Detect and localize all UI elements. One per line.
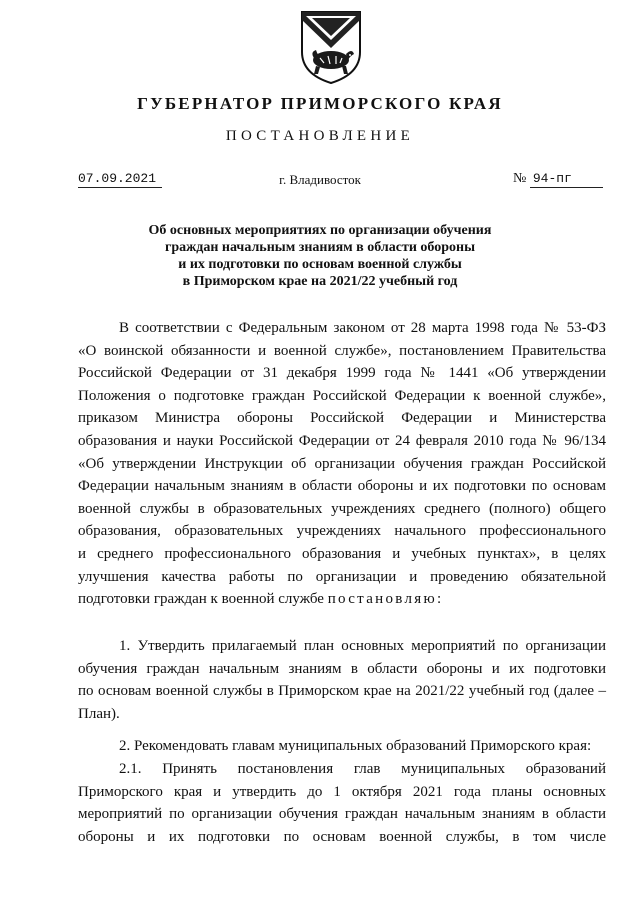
- text-line: образования и науки Российской Федерации от 24 февраля 2010 года № 96/134: [78, 432, 606, 449]
- document-type: ПОСТАНОВЛЕНИЕ: [225, 128, 415, 144]
- text-line: мероприятий по организации обучения граждан начальным знаниям в области: [78, 806, 606, 823]
- authority-title: ГУБЕРНАТОР ПРИМОРСКОГО КРАЯ: [137, 94, 503, 113]
- subject-line: граждан начальным знаниям в области обороны: [164, 240, 476, 255]
- decree-word: постановляю: [327, 591, 437, 608]
- number-value: 94-пг: [530, 171, 603, 188]
- text-line: Федерации начальным знаниям в области обороны и их подготовки по основам: [78, 478, 606, 495]
- text-line: 2.1. Принять постановления глав муниципальных образований: [119, 761, 606, 777]
- item-1-paragraph: [78, 635, 606, 725]
- text-line: План).: [78, 705, 120, 722]
- text-line: «Об утверждении Инструкции об организации обучения граждан Российской: [78, 455, 606, 472]
- document-city: г. Владивосток: [279, 172, 361, 187]
- decree-lead: подготовки граждан к военной службе: [78, 591, 328, 608]
- text-line: по основам военной службы в Приморском крае на 2021/22 учебный год (далее –: [78, 683, 606, 700]
- text-line: приказом Министра обороны Российской Федерации и Министерства: [78, 410, 606, 427]
- document-subject: [80, 222, 560, 290]
- text-line: обучения граждан начальным знаниям в области обороны и их подготовки: [78, 660, 606, 677]
- text-line: обороны и их подготовки по основам военной службы, в том числе: [78, 828, 606, 845]
- preamble-paragraph: [78, 317, 606, 611]
- text-line: Приморского края и утвердить до 1 октября 2021 года планы основных: [78, 783, 606, 800]
- text-line: улучшения качества работы по организации и проведению обязательной: [78, 568, 606, 585]
- item-2-paragraph: [78, 735, 606, 758]
- primorsky-krai-coat-of-arms-icon: [298, 8, 364, 86]
- text-line: [78, 588, 606, 611]
- text-line: Положения о подготовке граждан Российской Федерации к военной службе»,: [78, 387, 606, 404]
- subject-line: в Приморском крае на 2021/22 учебный год: [182, 274, 458, 289]
- text-line: и среднего профессионального образования и учебных пунктах», в целях: [78, 545, 606, 562]
- text-line: В соответствии с Федеральным законом от 28 марта 1998 года № 53-ФЗ: [119, 320, 606, 336]
- text-line: образования, образовательных учреждениях начального профессионального: [78, 523, 606, 540]
- subject-line: Об основных мероприятиях по организации обучения: [148, 223, 492, 238]
- text-line: «О воинской обязанности и военной службе», постановлением Правительства: [78, 342, 606, 359]
- subject-line: и их подготовки по основам военной службы: [178, 257, 462, 272]
- number-sign: №: [513, 171, 527, 186]
- decree-colon: :: [436, 591, 442, 608]
- text-line: 2. Рекомендовать главам муниципальных образований Приморского края:: [119, 738, 592, 754]
- text-line: Российской Федерации от 31 декабря 1999 года № 1441 «Об утверждении: [78, 365, 606, 382]
- item-2-1-paragraph: [78, 758, 606, 848]
- document-date: 07.09.2021: [78, 171, 162, 188]
- text-line: военной службы в образовательных учреждениях среднего (полного) общего: [78, 500, 606, 517]
- document-number: [513, 171, 605, 188]
- text-line: 1. Утвердить прилагаемый план основных мероприятий по организации: [119, 638, 606, 654]
